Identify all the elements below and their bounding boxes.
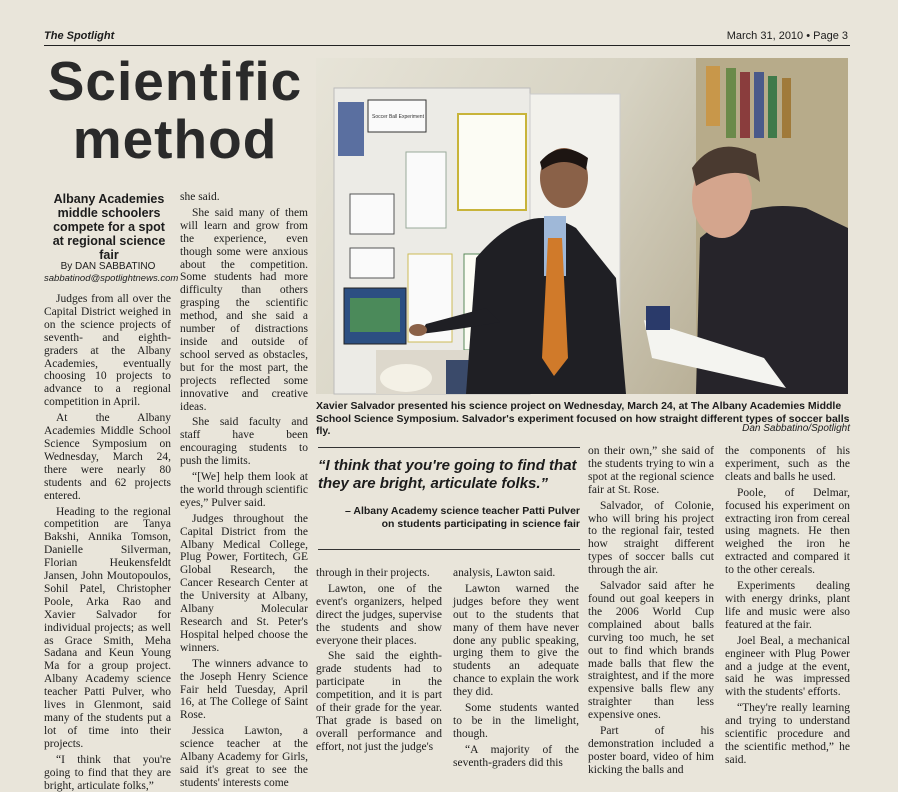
subhead: Albany Academies middle schoolers compete for a spot at regional science fair: [52, 192, 166, 262]
paragraph: the components of his experiment, such as the cleats and balls he used.: [725, 445, 850, 483]
paragraph: At the Albany Academies Middle School Science Symposium on Wednesday, March 24, there were nearly 80 students and 62 projects entered.: [44, 412, 171, 502]
paragraph: Joel Beal, a mechanical engineer with Plug Power and a judge at the event, said he was impressed with the students' efforts.: [725, 634, 850, 699]
photo-illustration: [316, 58, 848, 394]
paragraph: The winners advance to the Joseph Henry Science Fair held Tuesday, April 16, at The College of Saint Rose.: [180, 657, 308, 722]
byline: [44, 261, 179, 285]
paragraph: Heading to the regional competition are Tanya Bakshi, Annika Tomson, Danielle Silverman, Florian Heukensfeldt Jansen, John Moutopoulos, Sohil Patel, Christopher Poole, Arka Rao and Xavier Salvador for individual projects; as well as Grace Smith, Meha Sadana and Keun Young Ma for a group project. Albany Academy science teacher Patti Pulver, who lives in Glenmont, said many of the students put a lot of time into their projects.: [44, 505, 171, 750]
paragraph: “[We] help them look at the world through scientific eyes,” Pulver said.: [180, 471, 308, 509]
paragraph: She said faculty and staff have been encouraging students to push the limits.: [180, 416, 308, 468]
paragraph: on their own,” she said of the students trying to win a spot at the regional science fair at St. Rose.: [588, 445, 714, 496]
pull-quote: “I think that you're going to find that they are bright, articulate folks.”: [318, 457, 577, 492]
paragraph: Experiments dealing with energy drinks, plant life and music were also featured at the fair.: [725, 580, 850, 631]
pull-quote-attribution-line-2: on students participating in science fair: [381, 517, 580, 530]
article-column-5: [588, 445, 714, 776]
pull-quote-attribution: [318, 505, 580, 530]
headline: [44, 52, 306, 168]
article-column-4: [453, 567, 579, 769]
paragraph: Part of his demonstration included a poster board, video of him kicking the balls and: [588, 725, 714, 776]
paragraph: Jessica Lawton, a science teacher at the Albany Academy for Girls, said it's great to see the students' interests come: [180, 725, 308, 789]
paragraph: Lawton, one of the event's organizers, helped direct the judges, supervise the students and show everyone their places.: [316, 582, 442, 647]
paragraph: Judges throughout the Capital District from the Albany Medical College, Plug Power, Fortitech, GE Global Research, the Cancer Research Center at the University at Albany, Albany Molecular Research and St. Peter's Hospital helped choose the winners.: [180, 512, 308, 654]
poster-label: Soccer Ball Experiment: [372, 114, 424, 120]
paragraph: She said the eighth-grade students had to participate in the competition, and it is part of their grade for the year. That grade is based on overall performance and effort, not just the judge's: [316, 650, 442, 753]
paragraph: Lawton warned the judges before they went out to the students that many of them have never done any public speaking, urging them to give the students an adequate chance to explain the work they did.: [453, 582, 579, 699]
paragraph: Judges from all over the Capital District weighed in on the science projects of seventh- and eighth-graders at the Albany Academies, eventually choosing 10 projects to advance to a regional competition in April.: [44, 293, 171, 409]
headline-line-2: method: [72, 108, 278, 170]
paragraph: analysis, Lawton said.: [453, 567, 556, 579]
paragraph: through in their projects.: [316, 567, 430, 579]
pull-quote-attribution-line-1: – Albany Academy science teacher Patti Pulver: [345, 505, 580, 517]
byline-email[interactable]: sabbatinod@spotlightnews.com: [44, 273, 179, 284]
paragraph: Salvador said after he found out goal keepers in the 2006 World Cup complained about balls curving too much, he set out to find which brands made balls that flew the straightest, and if the more expensive balls flew any straighter than less expensive ones.: [588, 580, 714, 722]
paragraph: “They're really learning and trying to understand scientific procedure and the scientific method,” he said.: [725, 702, 850, 766]
article-column-2: [180, 191, 308, 789]
headline-line-1: Scientific: [47, 50, 303, 112]
header-rule: [44, 45, 850, 46]
article-column-3: [316, 567, 442, 763]
article-column-1: [44, 293, 171, 792]
header-section-name: The Spotlight: [44, 30, 115, 42]
paragraph: Poole, of Delmar, focused his experiment on extracting iron from cereal using magnets. He then weighed the iron he extracted and compared it to the other cereals.: [725, 486, 850, 577]
paragraph: Salvador, of Colonie, who will bring his project to the regional fair, tested how straight different types of soccer balls cut through the air.: [588, 499, 714, 577]
pull-quote-rule-top: [318, 447, 580, 448]
photo-credit: Dan Sabbatino/Spotlight: [742, 423, 850, 434]
byline-author: By DAN SABBATINO: [60, 261, 156, 272]
paragraph: She said many of them will learn and grow from the experience, even though some were anxious about the competition. Some students had more difficulty than others grasping the scientific method, and she said a number of distractions inside and outside of school served as obstacles, but for the most part, the projects reflected some innovative and creative ideas.: [180, 206, 308, 413]
paragraph: “A majority of the seventh-graders did this: [453, 743, 579, 769]
pull-quote-rule-bottom: [318, 549, 580, 550]
news-photo: [316, 58, 848, 394]
paragraph: “I think that you're going to find that they are bright, articulate folks,”: [44, 753, 171, 792]
header-date-page: March 31, 2010 • Page 3: [726, 30, 848, 42]
paragraph: Some students wanted to be in the limelight, though.: [453, 702, 579, 740]
article-column-6: [725, 445, 850, 766]
paragraph: she said.: [180, 191, 220, 203]
photo-caption: Xavier Salvador presented his science project on Wednesday, March 24, at The Albany Academies Middle School Science Symposium. Salvador's experiment focused on how straight different types of soccer balls fly.: [316, 400, 850, 437]
